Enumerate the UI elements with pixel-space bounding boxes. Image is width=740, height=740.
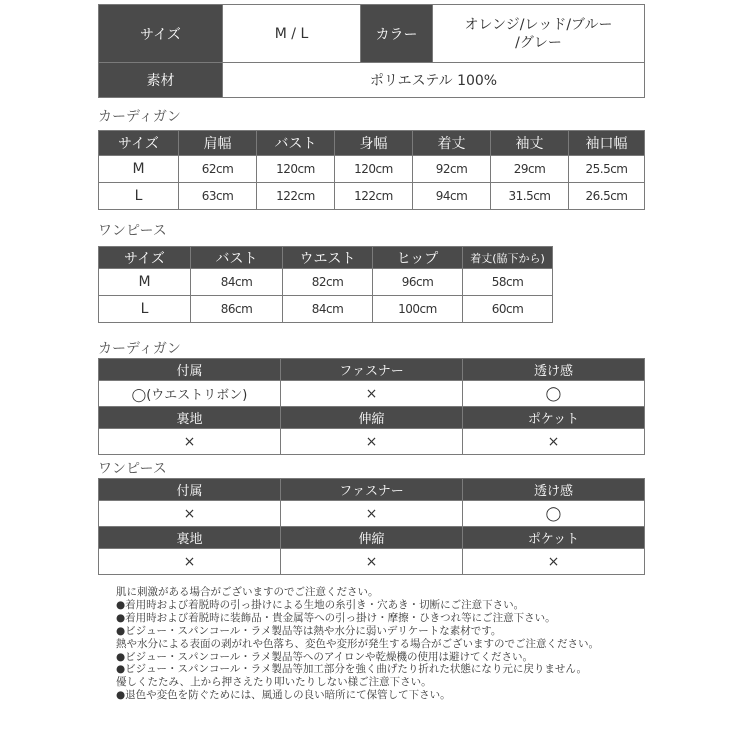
onepiece-size-table <box>98 246 553 323</box>
table-cell: × <box>281 381 463 407</box>
header-cell: 透け感 <box>463 479 645 501</box>
table-cell: 84cm <box>191 269 283 296</box>
table-row <box>99 381 645 407</box>
table-cell: L <box>99 183 179 210</box>
table-cell: × <box>281 501 463 527</box>
table-cell: 82cm <box>283 269 373 296</box>
table-cell: M <box>99 269 191 296</box>
spec-header-row <box>99 359 645 381</box>
header-cell: 袖丈 <box>491 131 569 156</box>
table-cell: 60cm <box>463 296 553 323</box>
table-row <box>99 156 645 183</box>
product-info-table <box>98 4 645 98</box>
table-cell: 96cm <box>373 269 463 296</box>
header-cell: バスト <box>257 131 335 156</box>
material-label: 素材 <box>99 63 223 98</box>
table-row <box>99 296 553 323</box>
onepiece-size-title: ワンピース <box>98 223 167 239</box>
onepiece-size-header-row <box>99 247 553 269</box>
header-cell: ファスナー <box>281 479 463 501</box>
table-cell: × <box>99 501 281 527</box>
color-value <box>433 5 645 63</box>
table-row <box>99 549 645 575</box>
table-cell: M <box>99 156 179 183</box>
table-cell: ◯(ウエストリボン) <box>99 381 281 407</box>
note-line: ●ビジュー・スパンコール・ラメ製品等は熱や水分に弱いデリケートな素材です。 <box>116 624 502 637</box>
header-cell: 袖口幅 <box>569 131 645 156</box>
table-cell: 29cm <box>491 156 569 183</box>
header-cell: 伸縮 <box>281 407 463 429</box>
color-label: カラー <box>361 5 433 63</box>
table-cell: 31.5cm <box>491 183 569 210</box>
header-cell: 身幅 <box>335 131 413 156</box>
header-cell: 付属 <box>99 359 281 381</box>
cardigan-size-table <box>98 130 645 210</box>
table-cell: 62cm <box>179 156 257 183</box>
cardigan-spec-table <box>98 358 645 455</box>
material-value: ポリエステル 100% <box>223 63 645 98</box>
header-cell: 着丈(脇下から) <box>463 247 553 269</box>
table-cell: 25.5cm <box>569 156 645 183</box>
table-cell: L <box>99 296 191 323</box>
header-cell: 肩幅 <box>179 131 257 156</box>
table-row <box>99 429 645 455</box>
size-label: サイズ <box>99 5 223 63</box>
table-row <box>99 183 645 210</box>
table-row <box>99 269 553 296</box>
header-cell: 付属 <box>99 479 281 501</box>
table-cell: 100cm <box>373 296 463 323</box>
spec-header-row <box>99 479 645 501</box>
table-cell: × <box>281 549 463 575</box>
onepiece-spec-title: ワンピース <box>98 461 167 477</box>
size-value: M / L <box>223 5 361 63</box>
table-cell: 63cm <box>179 183 257 210</box>
table-cell: 92cm <box>413 156 491 183</box>
table-cell: ◯ <box>463 501 645 527</box>
table-row <box>99 501 645 527</box>
table-cell: 86cm <box>191 296 283 323</box>
table-cell: 120cm <box>335 156 413 183</box>
note-line: ●着用時および着脱時に装飾品・貴金属等への引っ掛け・摩擦・ひきつれ等にご注意下さい。 <box>116 611 556 624</box>
table-cell: 122cm <box>335 183 413 210</box>
note-line: 優しくたたみ、上から押さえたり叩いたりしない様ご注意下さい。 <box>116 676 432 689</box>
table-cell: × <box>463 429 645 455</box>
header-cell: 裏地 <box>99 407 281 429</box>
cardigan-spec-title: カーディガン <box>98 341 181 357</box>
cardigan-size-title: カーディガン <box>98 109 181 125</box>
header-cell: ポケット <box>463 407 645 429</box>
spec-header-row <box>99 407 645 429</box>
header-cell: ウエスト <box>283 247 373 269</box>
note-line: ●着用時および着脱時の引っ掛けによる生地の糸引き・穴あき・切断にご注意下さい。 <box>116 598 525 611</box>
care-notes <box>116 586 599 702</box>
table-cell: 122cm <box>257 183 335 210</box>
header-cell: 伸縮 <box>281 527 463 549</box>
header-cell: ファスナー <box>281 359 463 381</box>
table-cell: × <box>463 549 645 575</box>
cardigan-size-header-row <box>99 131 645 156</box>
table-cell: 94cm <box>413 183 491 210</box>
table-cell: × <box>281 429 463 455</box>
spec-header-row <box>99 527 645 549</box>
header-cell: サイズ <box>99 247 191 269</box>
header-cell: ヒップ <box>373 247 463 269</box>
note-line: ●ビジュー・スパンコール・ラメ製品等へのアイロンや乾燥機の使用は避けてください。 <box>116 650 533 663</box>
header-cell: サイズ <box>99 131 179 156</box>
header-cell: ポケット <box>463 527 645 549</box>
table-cell: 120cm <box>257 156 335 183</box>
note-line: 熱や水分による表面の剥がれや色落ち、変色や変形が発生する場合がございますのでご注意ください。 <box>116 637 599 650</box>
color-value-line2: /グレー <box>515 34 562 51</box>
table-cell: ◯ <box>463 381 645 407</box>
note-line: ●退色や変色を防ぐためには、風通しの良い暗所にて保管して下さい。 <box>116 689 451 702</box>
table-cell: 26.5cm <box>569 183 645 210</box>
color-value-line1: オレンジ/レッド/ブルー <box>464 16 613 33</box>
table-cell: × <box>99 549 281 575</box>
header-cell: 裏地 <box>99 527 281 549</box>
onepiece-spec-table <box>98 478 645 575</box>
table-cell: 84cm <box>283 296 373 323</box>
header-cell: バスト <box>191 247 283 269</box>
table-cell: × <box>99 429 281 455</box>
note-line: ●ビジュー・スパンコール・ラメ製品等加工部分を強く曲げたり折れた状態になり元に戻りません。 <box>116 663 588 676</box>
table-cell: 58cm <box>463 269 553 296</box>
header-cell: 透け感 <box>463 359 645 381</box>
note-line: 肌に刺激がある場合がございますのでご注意ください。 <box>116 586 379 598</box>
header-cell: 着丈 <box>413 131 491 156</box>
